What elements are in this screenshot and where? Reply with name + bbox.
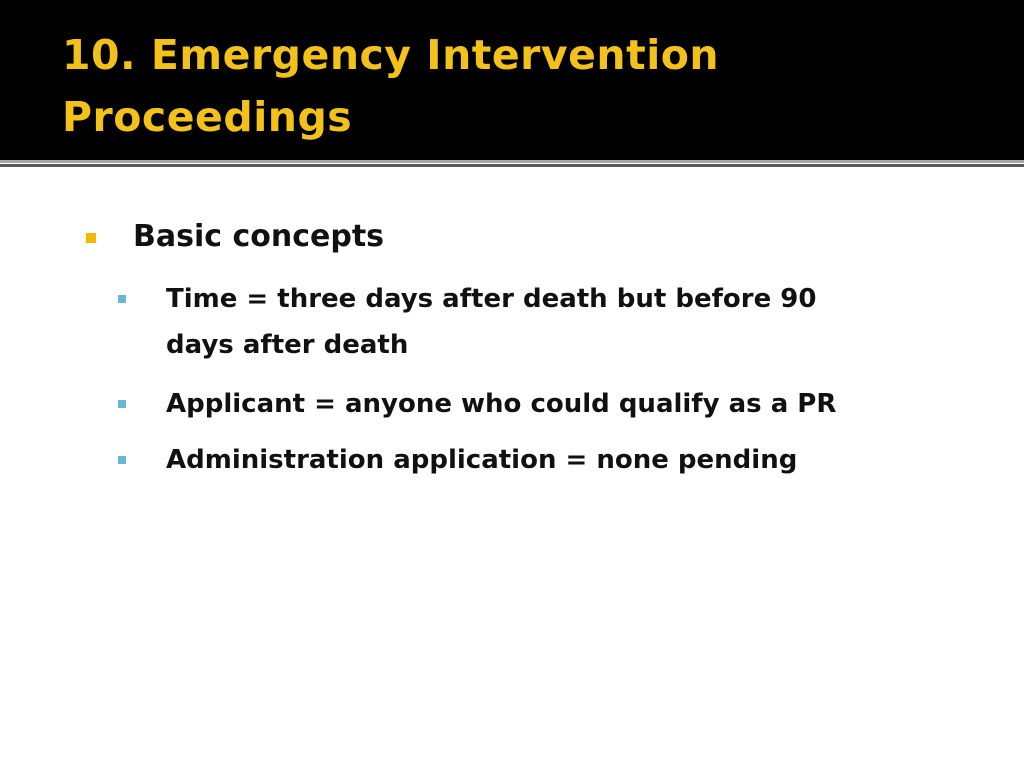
bullet-time xyxy=(166,276,966,368)
level1-bullet-icon xyxy=(86,233,96,243)
level2-bullet-icon xyxy=(118,400,126,408)
bullet-administration-application xyxy=(166,437,966,483)
slide-title-line-2: Proceedings xyxy=(62,93,353,141)
level2-bullet-icon xyxy=(118,456,126,464)
bullet-administration-application-text: Administration application = none pending xyxy=(166,445,798,475)
level2-bullet-icon xyxy=(118,295,126,303)
bullet-time-line-2: days after death xyxy=(166,330,409,360)
slide-title-line-1: 10. Emergency Intervention xyxy=(62,31,720,79)
bullet-applicant xyxy=(166,381,966,427)
bullet-basic-concepts: Basic concepts xyxy=(133,219,385,254)
bullet-applicant-text: Applicant = anyone who could qualify as a PR xyxy=(166,389,837,419)
bullet-time-line-1: Time = three days after death but before 90 xyxy=(166,284,817,314)
